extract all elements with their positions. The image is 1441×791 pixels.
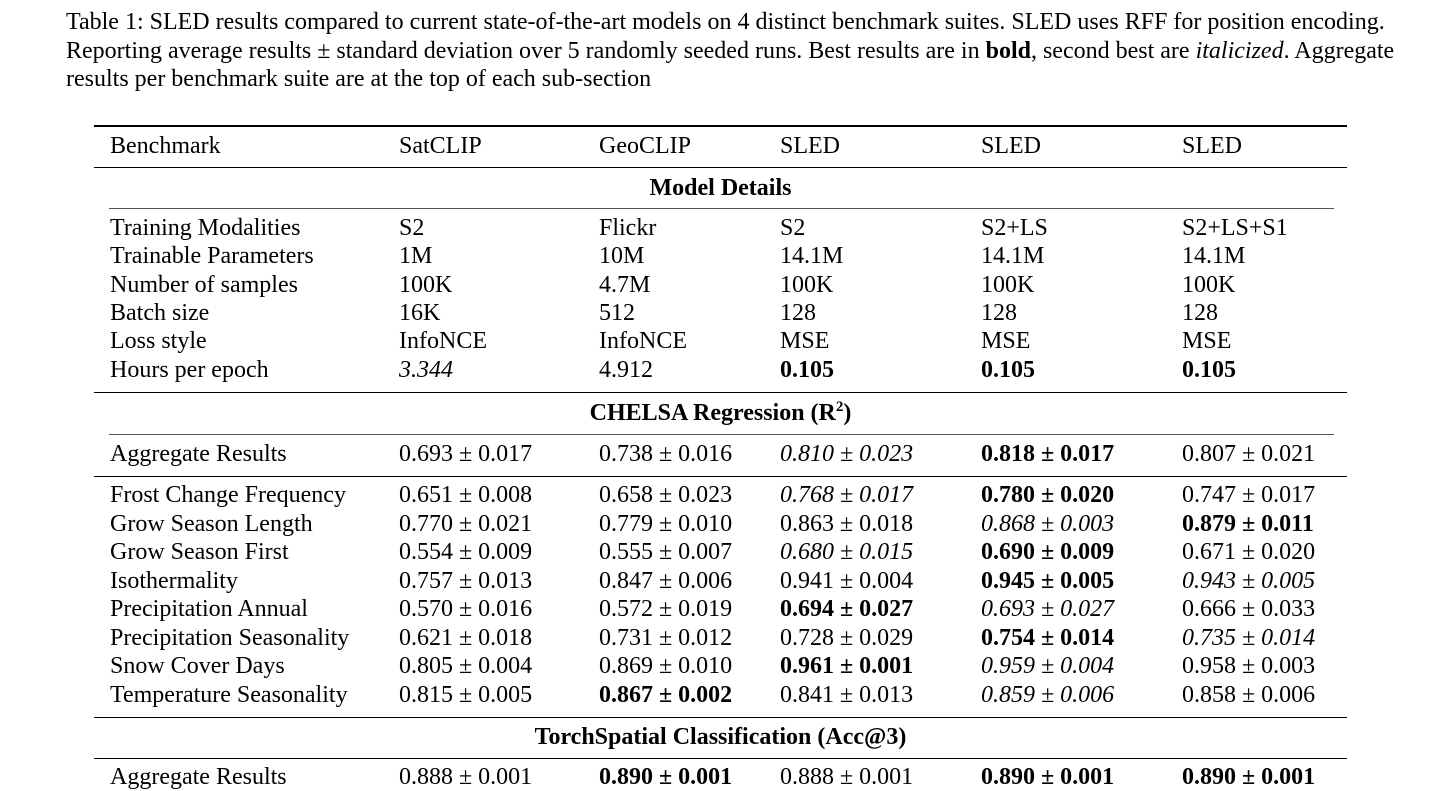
chelsa-title-superscript: 2 [835,399,844,415]
header-satclip: SatCLIP [399,133,482,159]
cell-sled-s2-ls-s1: 0.943 ± 0.005 [1182,568,1316,594]
cell-sled-s2: 100K [780,272,834,298]
cell-sled-s2: 0.841 ± 0.013 [780,682,914,708]
cell-satclip: 3.344 [399,357,453,383]
cell-sled-s2-ls-s1: 0.666 ± 0.033 [1182,596,1316,622]
table-row [94,652,1347,680]
table-row [94,681,1347,709]
header-benchmark: Benchmark [110,133,221,159]
section-torchspatial: TorchSpatial Classification (Acc@3) [534,724,907,750]
cell-benchmark: Temperature Seasonality [110,682,348,708]
cell-benchmark: Trainable Parameters [110,243,314,269]
cell-benchmark: Number of samples [110,272,298,298]
cell-sled-s2-ls-s1: 0.879 ± 0.011 [1182,511,1314,537]
cell-benchmark: Frost Change Frequency [110,482,346,508]
cell-sled-s2: 0.888 ± 0.001 [780,764,914,790]
table-row [94,299,1347,327]
cell-sled-s2-ls: MSE [981,328,1031,354]
model-details-rule [109,208,1334,209]
cell-benchmark: Training Modalities [110,215,301,241]
cell-geoclip: 0.779 ± 0.010 [599,511,733,537]
cell-satclip: 0.693 ± 0.017 [399,441,533,467]
cell-satclip: 0.805 ± 0.004 [399,653,533,679]
chelsa-title: CHELSA Regression (R [589,400,836,426]
cell-geoclip: 0.658 ± 0.023 [599,482,733,508]
header-rule [94,167,1347,168]
cell-benchmark: Snow Cover Days [110,653,285,679]
cell-geoclip: 0.738 ± 0.016 [599,441,733,467]
cell-geoclip: 0.555 ± 0.007 [599,539,733,565]
table-row [94,440,1347,468]
cell-benchmark: Aggregate Results [110,441,287,467]
cell-sled-s2-ls: S2+LS [981,215,1048,241]
table-row [94,214,1347,242]
cell-benchmark: Loss style [110,328,207,354]
cell-sled-s2: MSE [780,328,830,354]
cell-sled-s2-ls: 0.859 ± 0.006 [981,682,1115,708]
cell-geoclip: 0.890 ± 0.001 [599,764,733,790]
cell-satclip: 0.554 ± 0.009 [399,539,533,565]
cell-sled-s2-ls-s1: 0.958 ± 0.003 [1182,653,1316,679]
chelsa-top-rule [94,392,1347,393]
table-row [94,624,1347,652]
cell-sled-s2-ls: 100K [981,272,1035,298]
table-row [94,538,1347,566]
cell-benchmark: Precipitation Annual [110,596,308,622]
cell-sled-s2: 14.1M [780,243,844,269]
chelsa-section-rule [109,434,1334,435]
cell-sled-s2-ls-s1: 14.1M [1182,243,1246,269]
cell-satclip: 100K [399,272,453,298]
cell-satclip: 0.770 ± 0.021 [399,511,533,537]
caption-italic-word: italicized [1195,37,1284,64]
cell-geoclip: 0.867 ± 0.002 [599,682,733,708]
cell-geoclip: Flickr [599,215,657,241]
cell-benchmark: Precipitation Seasonality [110,625,350,651]
cell-geoclip: 10M [599,243,645,269]
cell-geoclip: 4.912 [599,357,653,383]
torchspatial-top-rule [94,717,1347,718]
header-sled-s2-ls: SLED [981,133,1041,159]
torchspatial-section-rule [94,758,1347,759]
cell-geoclip: InfoNCE [599,328,687,354]
cell-sled-s2-ls-s1: 100K [1182,272,1236,298]
cell-satclip: InfoNCE [399,328,487,354]
cell-geoclip: 512 [599,300,635,326]
cell-sled-s2: 0.728 ± 0.029 [780,625,914,651]
cell-sled-s2-ls: 0.818 ± 0.017 [981,441,1115,467]
cell-benchmark: Isothermality [110,568,238,594]
table-row [94,567,1347,595]
cell-benchmark: Grow Season First [110,539,289,565]
cell-sled-s2: S2 [780,215,806,241]
cell-satclip: S2 [399,215,425,241]
cell-satclip: 0.757 ± 0.013 [399,568,533,594]
section-chelsa-regression [94,398,1347,428]
table-row [94,242,1347,270]
caption-text-2: , second best are [1030,37,1196,64]
cell-geoclip: 0.847 ± 0.006 [599,568,733,594]
cell-sled-s2-ls-s1: MSE [1182,328,1232,354]
table-row [94,595,1347,623]
cell-sled-s2-ls-s1: 128 [1182,300,1218,326]
cell-sled-s2: 0.680 ± 0.015 [780,539,914,565]
table-caption [66,8,1396,94]
cell-benchmark: Hours per epoch [110,357,269,383]
cell-benchmark: Aggregate Results [110,764,287,790]
cell-sled-s2-ls: 0.754 ± 0.014 [981,625,1115,651]
cell-sled-s2-ls-s1: 0.105 [1182,357,1236,383]
cell-sled-s2-ls-s1: 0.735 ± 0.014 [1182,625,1316,651]
top-rule [94,125,1347,127]
cell-sled-s2-ls-s1: 0.890 ± 0.001 [1182,764,1316,790]
caption-text-3: . Aggregate results per benchmark suite are at the top of each sub-section [66,37,1395,92]
cell-sled-s2: 0.768 ± 0.017 [780,482,914,508]
section-model-details: Model Details [649,175,792,201]
cell-sled-s2-ls: 0.780 ± 0.020 [981,482,1115,508]
cell-sled-s2: 0.961 ± 0.001 [780,653,914,679]
cell-sled-s2-ls: 128 [981,300,1017,326]
table-row [94,327,1347,355]
cell-sled-s2-ls: 0.945 ± 0.005 [981,568,1115,594]
cell-sled-s2-ls: 0.868 ± 0.003 [981,511,1115,537]
header-sled-s2: SLED [780,133,840,159]
cell-geoclip: 0.572 ± 0.019 [599,596,733,622]
cell-sled-s2-ls: 14.1M [981,243,1045,269]
cell-satclip: 1M [399,243,433,269]
cell-sled-s2: 128 [780,300,816,326]
cell-satclip: 0.621 ± 0.018 [399,625,533,651]
cell-sled-s2: 0.105 [780,357,834,383]
cell-sled-s2: 0.694 ± 0.027 [780,596,914,622]
table-header-row [94,132,1347,160]
table-row [94,271,1347,299]
cell-benchmark: Grow Season Length [110,511,313,537]
cell-satclip: 0.815 ± 0.005 [399,682,533,708]
cell-sled-s2-ls-s1: 0.671 ± 0.020 [1182,539,1316,565]
caption-text-1: Table 1: SLED results compared to current state-of-the-art models on 4 distinct benchmark suites. SLED uses RFF for position encoding. Reporting average results ± standard deviation over 5 randomly seeded runs. Best results are in [66,9,1385,64]
chelsa-title-close: ) [843,400,852,426]
cell-satclip: 16K [399,300,441,326]
cell-sled-s2-ls: 0.890 ± 0.001 [981,764,1115,790]
table-row [94,763,1347,791]
cell-sled-s2-ls: 0.959 ± 0.004 [981,653,1115,679]
cell-satclip: 0.651 ± 0.008 [399,482,533,508]
cell-satclip: 0.888 ± 0.001 [399,764,533,790]
cell-sled-s2-ls-s1: 0.858 ± 0.006 [1182,682,1316,708]
cell-benchmark: Batch size [110,300,210,326]
cell-sled-s2: 0.810 ± 0.023 [780,441,914,467]
header-sled-s2-ls-s1: SLED [1182,133,1242,159]
cell-sled-s2-ls: 0.690 ± 0.009 [981,539,1115,565]
cell-sled-s2: 0.941 ± 0.004 [780,568,914,594]
header-geoclip: GeoCLIP [599,133,691,159]
cell-satclip: 0.570 ± 0.016 [399,596,533,622]
chelsa-aggregate-rule [94,476,1347,477]
cell-geoclip: 4.7M [599,272,651,298]
caption-bold-word: bold [985,37,1031,64]
table-row [94,481,1347,509]
cell-geoclip: 0.869 ± 0.010 [599,653,733,679]
cell-sled-s2-ls-s1: 0.747 ± 0.017 [1182,482,1316,508]
table-row [94,356,1347,384]
cell-sled-s2-ls: 0.693 ± 0.027 [981,596,1115,622]
cell-geoclip: 0.731 ± 0.012 [599,625,733,651]
cell-sled-s2-ls-s1: S2+LS+S1 [1182,215,1288,241]
cell-sled-s2-ls: 0.105 [981,357,1035,383]
cell-sled-s2: 0.863 ± 0.018 [780,511,914,537]
table-row [94,510,1347,538]
cell-sled-s2-ls-s1: 0.807 ± 0.021 [1182,441,1316,467]
